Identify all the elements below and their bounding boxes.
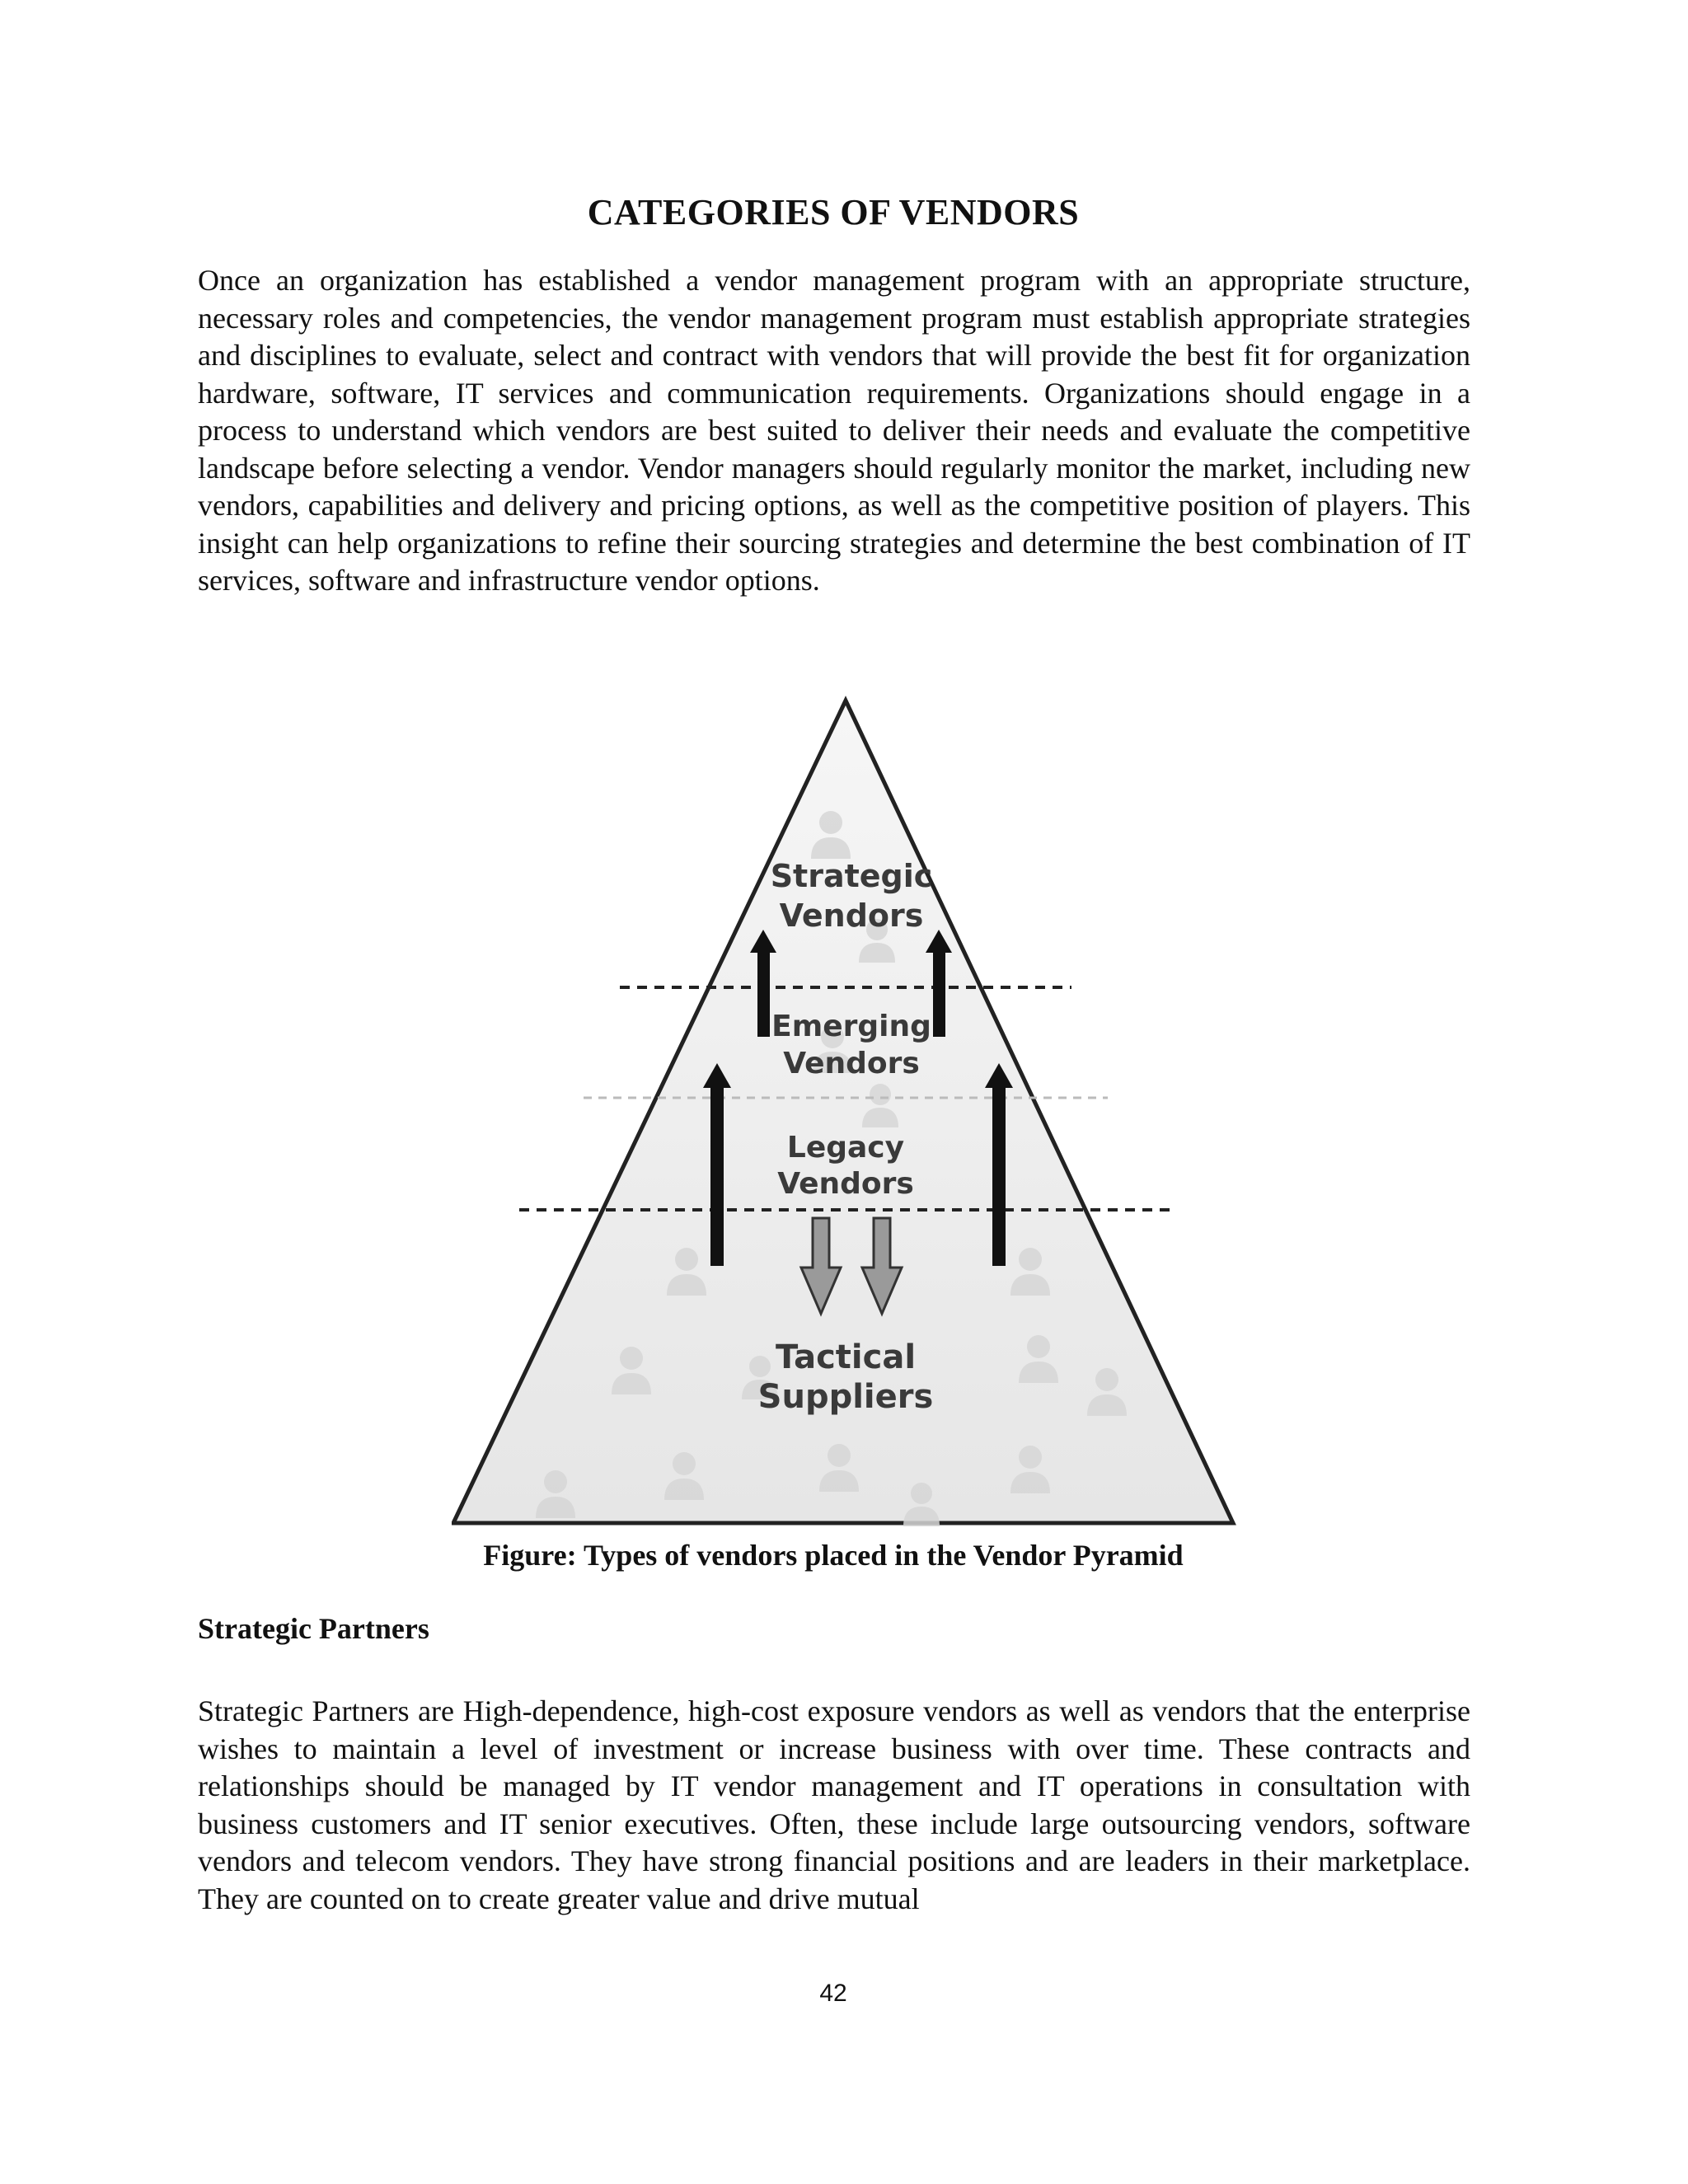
tier-label-legacy-2: Vendors <box>777 1167 914 1201</box>
tier-label-emerging-2: Vendors <box>783 1047 920 1080</box>
page-title: CATEGORIES OF VENDORS <box>587 192 1080 232</box>
tier-label-strategic-2: Vendors <box>779 898 924 934</box>
page-number: 42 <box>819 1980 847 2007</box>
intro-paragraph: Once an organization has established a vendor management program with an appropriate structure, necessary roles and competencies, the vendor management program must establish appropriate strategies and disciplines to evaluate, select and contract with vendors that will provide the best fit for organization hardware, software, IT services and communication requirements. Organizations should engage in a process to understand which vendors are best suited to deliver their needs and evaluate the competitive landscape before selecting a vendor. Vendor managers should regularly monitor the market, including new vendors, capabilities and delivery and pricing options, as well as the competitive position of players. This insight can help organizations to refine their sourcing strategies and determine the best combination of IT services, software and infrastructure vendor options. <box>198 264 1470 597</box>
section-heading: Strategic Partners <box>198 1612 429 1645</box>
tier-label-tactical-1: Tactical <box>775 1338 917 1376</box>
vendor-pyramid-figure <box>452 691 1243 1533</box>
tier-label-strategic-1: Strategic <box>770 858 933 894</box>
vendor-pyramid-diagram <box>452 691 1243 1533</box>
tier-label-tactical-2: Suppliers <box>757 1378 934 1416</box>
figure-caption: Figure: Types of vendors placed in the Vendor Pyramid <box>483 1539 1184 1572</box>
section-paragraph: Strategic Partners are High-dependence, high-cost exposure vendors as well as vendors that the enterprise wishes to maintain a level of investment or increase business with over time. These contracts and relationships should be managed by IT vendor management and IT operations in consultation with business customers and IT senior executives. Often, these include large outsourcing vendors, software vendors and telecom vendors. They have strong financial positions and are leaders in their marketplace. They are counted on to create greater value and drive mutual <box>198 1694 1470 1915</box>
tier-label-emerging-1: Emerging <box>771 1010 931 1043</box>
tier-label-legacy-1: Legacy <box>786 1131 905 1165</box>
